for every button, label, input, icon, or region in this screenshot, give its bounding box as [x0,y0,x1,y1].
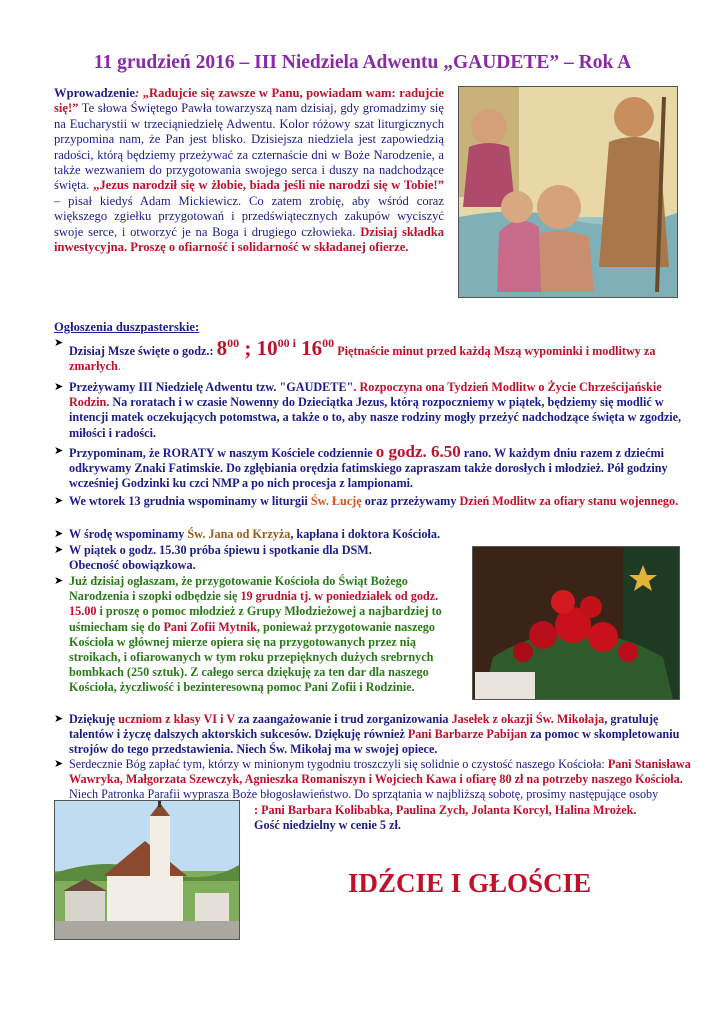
baptism-illustration [458,86,678,298]
intro-collection-note: Dzisiaj składka inwestycyjna. Proszę o ofiarność i solidarność w składanej ofierze. [54,224,445,255]
intro-quote-mickiewicz: „Jezus narodził się w żłobie, biada jeśli nie narodzi się w Tobie!” [93,178,444,193]
arrow-bullet-icon: ➤ [54,575,64,587]
arrow-bullet-icon: ➤ [54,381,64,393]
intro-text-2: – pisał kiedyś Adam Mickiewicz. Co zatem zrobię, aby wśród coraz większego zgiełku przygotowań i przedświątecznych zakupów wyciszyć swoje serce, i otworzyć je na Boga i drugiego człowieka. [54,193,444,239]
arrow-bullet-icon: ➤ [54,495,64,507]
arrow-bullet-icon: ➤ [54,758,64,770]
church-photo [54,800,240,940]
intro-colon: : [134,86,140,100]
arrow-bullet-icon: ➤ [54,337,64,349]
arrow-bullet-icon: ➤ [54,713,64,725]
cleaning-volunteers: : Pani Barbara Kolibabka, Paulina Zych, Jolanta Korcyl, Halina Mrożek. Gość niedzielny w cenie 5 zł. [254,803,637,833]
page-title: 11 grudzień 2016 – III Niedziela Adwentu „GAUDETE” – Rok A [93,52,632,73]
arrow-bullet-icon: ➤ [54,544,64,556]
advent-flower-arrangement [472,546,680,700]
announcements-header: Ogłoszenia duszpasterskie: [54,320,200,334]
closing-slogan: IDŹCIE I GŁOŚCIE [348,868,592,898]
intro-label: Wprowadzenie [54,86,135,100]
intro-paragraph [54,86,444,255]
intro-text-1: Te słowa Świętego Pawła towarzyszą nam dzisiaj, gdy gromadzimy się na Eucharystii w trzeciąniedzielę Adwentu. Kolor różowy szat liturgicznych przypomina nam, że Pan jest blisko. Dzisiejsza niedziela jest zapowiedzią radości, którą będziemy przeżywać za czternaście dni w Boże Narodzenie, a także wezwaniem do przygotowania swojego serca i duszy na nadchodzące święta. [54,101,444,193]
arrow-bullet-icon: ➤ [54,445,64,457]
arrow-bullet-icon: ➤ [54,528,64,540]
intro-quote-paul: „Radujcie się zawsze w Panu, powiadam wam: radujcie się!” [54,86,444,116]
